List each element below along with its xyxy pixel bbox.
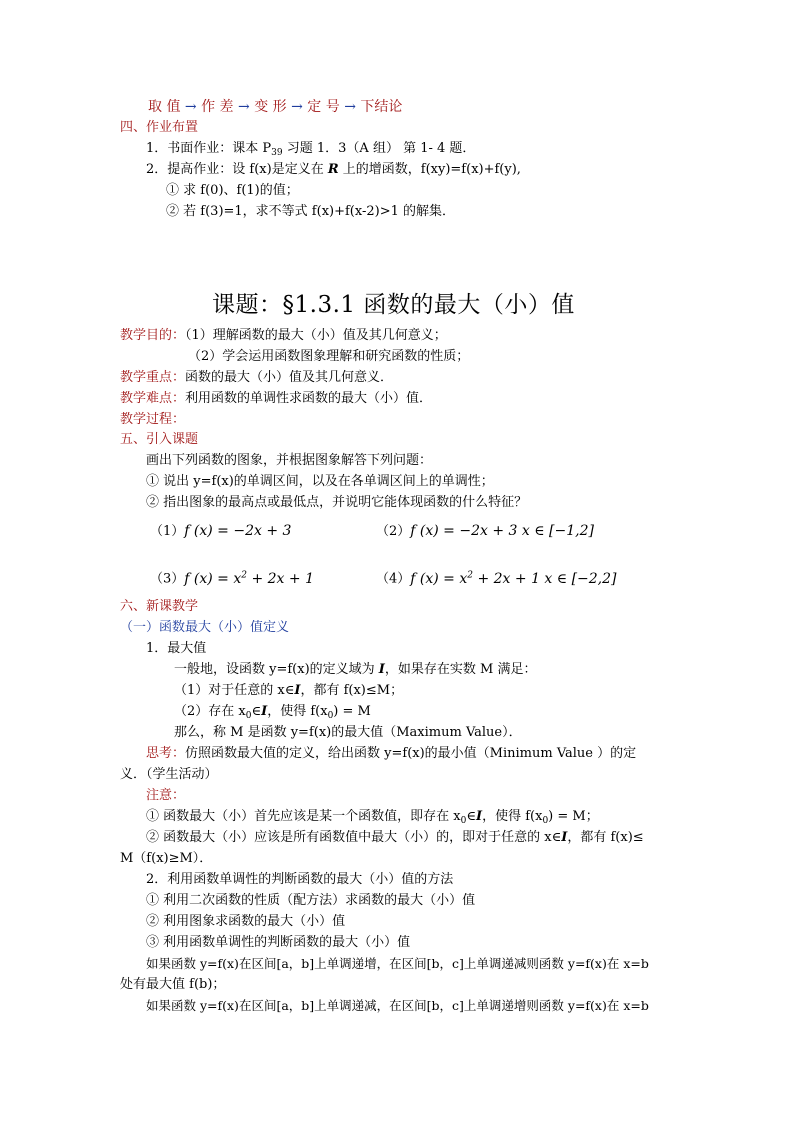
- method-a: [146, 892, 475, 910]
- domain-symbol: I: [475, 809, 483, 824]
- condition-2: [174, 703, 371, 725]
- function-1: [150, 522, 291, 541]
- item-text: 上的增函数，f(xy)=f(x)+f(y),: [338, 162, 521, 177]
- note-text: 函数最大（小）首先应该是某一个函数值，即存在 x: [163, 809, 461, 824]
- think-line: [146, 745, 636, 763]
- then-statement: 那么，称 M 是函数 y=f(x)的最大值（Maximum Value）．: [174, 725, 522, 740]
- real-set-symbol: R: [327, 162, 339, 177]
- function-3: [150, 566, 314, 589]
- homework-item-1: [146, 140, 475, 162]
- cond-text: ，使得 f(x: [267, 704, 328, 719]
- difficulty-text: 利用函数的单调性求函数的最大（小）值．: [185, 391, 433, 406]
- cond-text: ∈: [251, 704, 262, 719]
- condition-1: [174, 682, 403, 700]
- arrow-icon: →: [344, 99, 356, 115]
- item-number: 2．: [146, 162, 168, 177]
- circled-number: ①: [146, 893, 160, 908]
- subscript: 0: [460, 816, 467, 826]
- domain-symbol: I: [261, 704, 268, 719]
- homework-sub-2: [166, 203, 455, 221]
- paragraph-1-continued: 处有最大值 f(b)；: [120, 977, 226, 992]
- key-text: 函数的最大（小）值及其几何意义．: [185, 370, 394, 385]
- arrow-icon: →: [184, 99, 197, 115]
- intro-text: 画出下列函数的图象，并根据图象解答下列问题：: [146, 453, 433, 468]
- note-1: [146, 808, 599, 830]
- subscript: 0: [542, 816, 549, 826]
- expr-part: + 2x + 1: [247, 570, 314, 587]
- teaching-goal-2: （2）学会运用函数图象理解和研究函数的性质；: [188, 349, 470, 364]
- section6-subheading: （一）函数最大（小）值定义: [120, 620, 290, 635]
- section5-heading: 五、引入课题: [120, 432, 199, 447]
- think-continued: 义．（学生活动）: [120, 767, 218, 782]
- question-text: 说出 y=f(x)的单调区间，以及在各单调区间上的单调性；: [163, 474, 494, 489]
- note-text: ，使得 f(x: [482, 809, 543, 824]
- question-2: [146, 494, 527, 512]
- teaching-key: [120, 369, 393, 387]
- domain-symbol: I: [294, 683, 301, 698]
- expr-part: f (x) = x: [184, 570, 242, 587]
- cond-text: （2）存在 x: [174, 704, 246, 719]
- cond-text: ，都有 f(x)≤M；: [300, 683, 404, 698]
- flow-step-5: 下结论: [360, 99, 403, 115]
- expr-part: + 2x + 1 x ∈ [−2,2]: [473, 570, 617, 587]
- cond-text: （1）对于任意的 x∈: [174, 683, 295, 698]
- difficulty-label: 教学难点：: [120, 391, 186, 406]
- note-2-continued: M（f(x)≥M）．: [120, 851, 213, 866]
- sub-text: 求 f(0)、f(1)的值；: [183, 183, 299, 198]
- teaching-goal-1: [120, 327, 447, 345]
- think-label: 思考：: [146, 746, 186, 761]
- think-text: 仿照函数最大值的定义，给出函数 y=f(x)的最小值（Minimum Value ）的定: [185, 746, 637, 761]
- function-2: [376, 522, 594, 541]
- method-title: 2．利用函数单调性的判断函数的最大（小）值的方法: [146, 872, 454, 887]
- method-text: 利用二次函数的性质（配方法）求函数的最大（小）值: [163, 893, 476, 908]
- function-expression: [184, 571, 314, 587]
- page-subscript: 39: [271, 148, 283, 158]
- circled-number: ①: [166, 183, 180, 198]
- method-b: [146, 913, 345, 931]
- question-1: [146, 473, 494, 491]
- paragraph-1: 如果函数 y=f(x)在区间[a，b]上单调递增，在区间[b，c]上单调递减则函数 y=f(x)在 x=b: [146, 956, 649, 971]
- item-number: 1．: [146, 141, 168, 156]
- definition-line: [174, 661, 536, 679]
- note-text: ) = M；: [548, 809, 599, 824]
- homework-sub-1: [166, 182, 299, 200]
- item-text: 提高作业：设 f(x)是定义在: [167, 162, 328, 177]
- section6-heading: 六、新课教学: [120, 599, 199, 614]
- domain-symbol: I: [378, 662, 385, 677]
- paragraph-2: 如果函数 y=f(x)在区间[a，b]上单调递减，在区间[b，c]上单调递增则函数 y=f(x)在 x=b: [146, 998, 649, 1013]
- max-title: 1．最大值: [146, 641, 207, 656]
- function-number: （2）: [376, 524, 411, 539]
- method-text: 利用函数单调性的判断函数的最大（小）值: [163, 935, 411, 950]
- note-2: [146, 829, 644, 847]
- question-text: 指出图象的最高点或最低点，并说明它能体现函数的什么特征？: [163, 495, 528, 510]
- function-4: [376, 566, 617, 589]
- cond-text: ) = M: [333, 704, 371, 719]
- function-expression: [410, 571, 616, 587]
- circled-number: ②: [146, 914, 160, 929]
- function-number: （1）: [150, 524, 185, 539]
- function-expression: f (x) = −2x + 3: [184, 523, 292, 539]
- expr-part: f (x) = x: [410, 570, 468, 587]
- arrow-icon: →: [238, 99, 250, 115]
- subscript: 0: [327, 711, 334, 721]
- item-text: 习题 1．3（A 组） 第 1- 4 题．: [282, 141, 476, 156]
- flow-step-4: 定 号: [307, 99, 340, 115]
- sub-text: 若 f(3)=1，求不等式 f(x)+f(x-2)>1 的解集．: [183, 204, 456, 219]
- teaching-process-label: 教学过程：: [120, 412, 186, 427]
- page-title: 课题：§1.3.1 函数的最大（小）值: [212, 292, 575, 318]
- arrow-icon: →: [291, 99, 303, 115]
- function-number: （4）: [376, 571, 411, 587]
- def-text: ，如果存在实数 M 满足：: [384, 662, 537, 677]
- circled-number: ③: [146, 935, 160, 950]
- section4-heading: 四、作业布置: [120, 120, 199, 135]
- flow-step-2: 作 差: [201, 99, 234, 115]
- note-text: ∈: [466, 809, 476, 824]
- exponent: 2: [241, 570, 247, 580]
- note-label: 注意：: [146, 788, 186, 803]
- item-text: 书面作业：课本 P: [167, 141, 272, 156]
- circled-number: ②: [146, 495, 160, 510]
- circled-number: ①: [146, 474, 160, 489]
- subscript: 0: [245, 711, 252, 721]
- flow-step-1: 取 值: [148, 99, 181, 115]
- circled-number: ①: [146, 809, 160, 824]
- method-text: 利用图象求函数的最大（小）值: [163, 914, 346, 929]
- homework-item-2: [146, 161, 521, 179]
- domain-symbol: I: [561, 830, 568, 845]
- circled-number: ②: [166, 204, 180, 219]
- def-text: 一般地，设函数 y=f(x)的定义域为: [174, 662, 379, 677]
- note-text: ，都有 f(x)≤: [567, 830, 644, 845]
- exponent: 2: [467, 570, 473, 580]
- flow-line: [148, 98, 402, 116]
- note-text: 函数最大（小）应该是所有函数值中最大（小）的，即对于任意的 x∈: [163, 830, 562, 845]
- teaching-difficulty: [120, 390, 432, 408]
- goal-text: （1）理解函数的最大（小）值及其几何意义；: [185, 328, 447, 343]
- key-label: 教学重点：: [120, 370, 186, 385]
- flow-step-3: 变 形: [254, 99, 287, 115]
- goal-label: 教学目的：: [120, 328, 186, 343]
- method-c: [146, 934, 410, 952]
- circled-number: ②: [146, 830, 160, 845]
- function-expression: f (x) = −2x + 3 x ∈ [−1,2]: [410, 523, 594, 539]
- function-number: （3）: [150, 571, 185, 587]
